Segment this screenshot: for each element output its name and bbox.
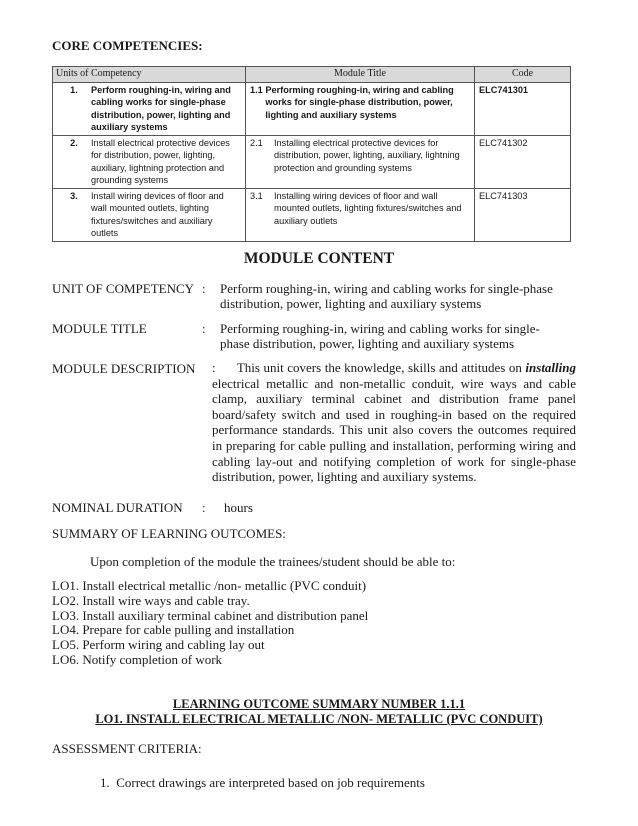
nominal-duration-value: hours	[224, 500, 253, 515]
module-title-value: Performing roughing-in, wiring and cabling works for single-phase distribution, power, lighting and auxiliary systems	[220, 321, 540, 351]
list-item: LO2. Install wire ways and cable tray.	[52, 592, 250, 608]
unit-number: 3.	[70, 190, 78, 201]
module-description-text	[212, 360, 576, 485]
competency-table	[52, 66, 571, 242]
table-row	[53, 188, 571, 241]
unit-text: Install electrical protective devices for distribution, power, lighting, auxiliary, lightning protection and grounding systems	[91, 137, 230, 185]
list-item: LO4. Prepare for cable pulling and installation	[52, 622, 295, 638]
module-description-colon: :	[212, 360, 216, 375]
module-text: Installing electrical protective devices for distribution, power, lighting, auxiliary, lightning protection and grounding systems	[274, 137, 460, 173]
module-cell	[246, 135, 475, 188]
code-cell: ELC741303	[475, 188, 571, 241]
table-header-row	[53, 67, 571, 83]
lo1-heading: LO1. INSTALL ELECTRICAL METALLIC /NON- METALLIC (PVC CONDUIT)	[95, 712, 543, 726]
description-intro: This unit covers the knowledge, skills and attitudes on	[236, 360, 522, 375]
unit-text: Perform roughing-in, wiring and cabling works for single-phase distribution, power, lighting and auxiliary systems	[91, 84, 231, 132]
unit-cell	[53, 82, 246, 135]
unit-cell	[53, 135, 246, 188]
criteria-item	[100, 775, 425, 791]
module-description-label: MODULE DESCRIPTION	[52, 361, 196, 376]
list-item: LO3. Install auxiliary terminal cabinet and distribution panel	[52, 607, 369, 623]
list-item: LO1. Install electrical metallic /non- metallic (PVC conduit)	[52, 578, 367, 593]
module-number: 1.1	[250, 84, 263, 95]
header-module-title: Module Title	[246, 67, 475, 83]
learning-outcomes-list	[52, 579, 368, 668]
module-text: Performing roughing-in, wiring and cabling works for single-phase distribution, power, lighting and auxiliary systems	[265, 84, 454, 120]
module-title-colon: :	[202, 321, 206, 336]
module-content-title: MODULE CONTENT	[243, 250, 395, 267]
header-units: Units of Competency	[53, 67, 246, 83]
code-cell: ELC741302	[475, 135, 571, 188]
unit-of-competency-value: Perform roughing-in, wiring and cabling works for single-phase distribution, power, lighting and auxiliary systems	[220, 281, 553, 311]
criteria-number: 1.	[100, 775, 110, 790]
unit-of-competency-label: UNIT OF COMPETENCY	[52, 281, 195, 296]
code-cell: ELC741301	[475, 82, 571, 135]
unit-of-competency-colon: :	[202, 281, 206, 296]
description-rest: electrical metallic and non-metallic conduit, wire ways and cable clamp, auxiliary terminal cabinet and distribution frame panel board/safety switch and used in roughing-in based on the required performance standards. This unit also covers the outcomes required in preparing for cable pulling and installation, performing wiring and cabling lay-out and notifying completion of work for single-phase distribution, power, lighting and auxiliary systems.	[212, 375, 576, 485]
header-code: Code	[475, 67, 571, 83]
list-item: LO5. Perform wiring and cabling lay out	[52, 637, 265, 653]
nominal-duration-label: NOMINAL DURATION	[52, 500, 183, 515]
module-number: 2.1	[250, 137, 263, 148]
unit-number: 2.	[70, 137, 78, 148]
lo-summary-heading: LEARNING OUTCOME SUMMARY NUMBER 1.1.1	[172, 697, 466, 711]
summary-label: SUMMARY OF LEARNING OUTCOMES:	[52, 526, 286, 541]
unit-number: 1.	[70, 84, 78, 95]
list-item: LO6. Notify completion of work	[52, 651, 223, 667]
module-title-row	[52, 321, 576, 353]
nominal-duration-row	[52, 500, 352, 516]
module-title-label: MODULE TITLE	[52, 321, 147, 336]
nominal-duration-colon: :	[202, 500, 206, 515]
module-cell	[246, 188, 475, 241]
unit-cell	[53, 188, 246, 241]
table-row	[53, 82, 571, 135]
core-competencies-heading: CORE COMPETENCIES:	[52, 38, 203, 53]
module-text: Installing wiring devices of floor and wall mounted outlets, lighting fixtures/switches and auxiliary outlets	[274, 190, 462, 226]
module-number: 3.1	[250, 190, 263, 201]
description-emphasis: installing	[525, 360, 576, 375]
module-cell	[246, 82, 475, 135]
assessment-criteria-label: ASSESSMENT CRITERIA:	[52, 741, 202, 756]
summary-intro: Upon completion of the module the trainees/student should be able to:	[90, 554, 456, 569]
unit-of-competency-row	[52, 281, 576, 313]
table-row	[53, 135, 571, 188]
unit-text: Install wiring devices of floor and wall mounted outlets, lighting fixtures/switches and auxiliary outlets	[91, 190, 224, 238]
criteria-text: Correct drawings are interpreted based on job requirements	[116, 775, 425, 790]
